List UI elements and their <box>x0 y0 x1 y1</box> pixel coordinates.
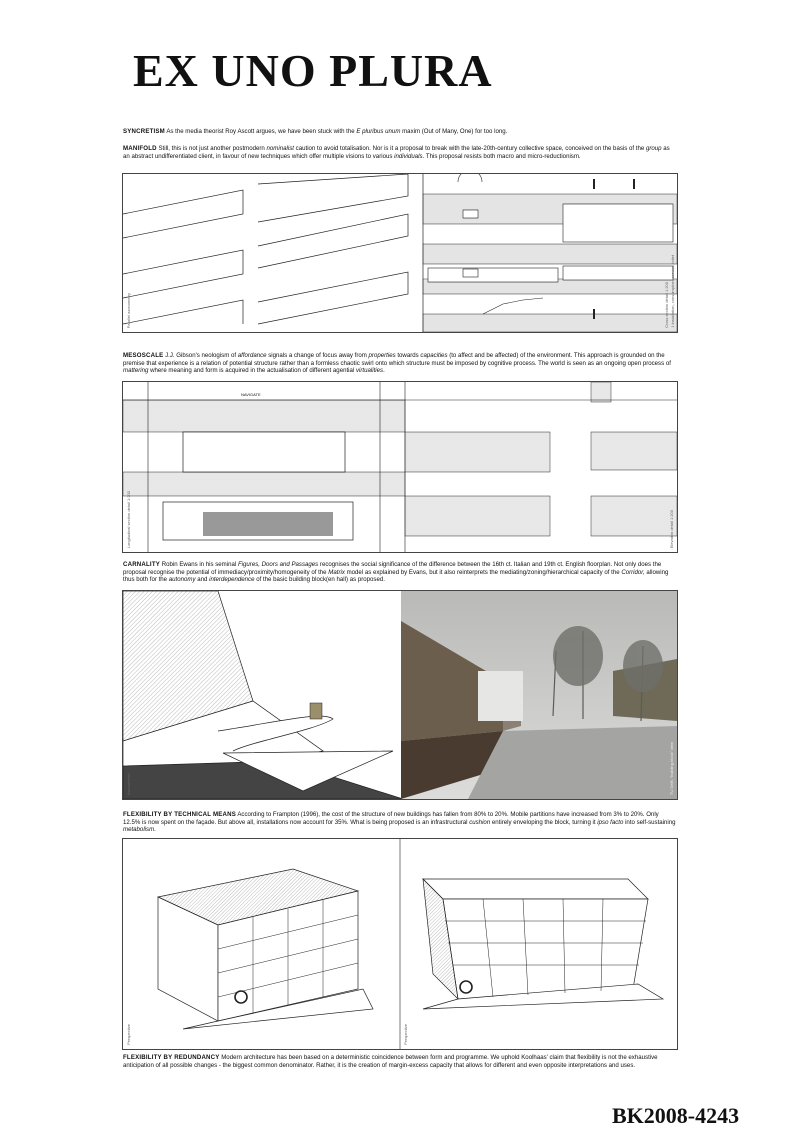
longitudinal-section-drawing <box>123 382 677 552</box>
emphasis: Corridor, <box>621 568 645 576</box>
manifold-paragraph <box>123 145 676 160</box>
axonometric-photo-drawing <box>123 591 677 799</box>
text: As the media theorist Roy Ascott argues, we have been stuck with the <box>166 128 355 135</box>
caption-elevation: Elevation detail 1:200 <box>669 509 674 548</box>
perspective-panel <box>122 838 678 1050</box>
carnality-heading: CARNALITY <box>123 561 161 568</box>
emphasis: Figures, Doors and Passages <box>237 561 319 568</box>
text: . <box>154 826 156 834</box>
text: signals a change of focus away from <box>268 352 367 359</box>
emphasis: cushion <box>469 818 491 826</box>
text: . <box>383 367 385 375</box>
emphasis: mattering <box>123 367 149 375</box>
syncretism-heading: SYNCRETISM <box>123 128 165 135</box>
caption-axonometry: Parallel axonometry <box>126 292 131 328</box>
axonometric-photo-panel <box>122 590 678 800</box>
carnality-paragraph <box>123 561 676 584</box>
technical-means-paragraph <box>123 811 676 834</box>
sheet-code: BK2008-4243 <box>612 1103 740 1128</box>
text: model as explained by Evans, but it also reinterprets the mediating/zoning/hierarchical capacity of the <box>346 568 620 576</box>
navigate-label: NAVIGATE <box>241 392 261 397</box>
emphasis: nominalist <box>266 145 294 152</box>
page-title: EX UNO PLURA <box>133 45 493 96</box>
text: According to Frampton (1996), the cost of the structure of new buildings has fallen from 80% to 20%. Mobile partitions have increased from 3% to 20%. Only 12.5% is now spent on the façade. But above all, installations now account for 35%. What is being proposed is an infrastructural <box>123 811 659 826</box>
text: towards <box>397 352 419 359</box>
text: as an abstract undifferentiated client, in favour of new techniques which offer multiple visions to various <box>123 145 670 160</box>
emphasis: metabolism <box>123 826 155 834</box>
text: (to affect and be affected) of the environment. This approach is grounded on the premise that experience is a relation of potential structure rather than a formless chaotic swirl onto which structure must be imposed by cognitive process. The world is seen as an ongoing open process of <box>123 352 671 367</box>
text: maxim (Out of Many, One) for too long. <box>402 128 508 135</box>
emphasis: interdependence <box>209 576 255 584</box>
text: where meaning and form is acquired in the actualisation of different agential <box>150 367 355 375</box>
caption-axonometric: Axonometric <box>126 772 131 795</box>
emphasis: E pluribus unum <box>356 128 401 135</box>
text: of the basic building block(en hall) as proposed. <box>256 576 385 584</box>
emphasis: ipso facto <box>597 818 624 826</box>
emphasis: capacities <box>420 352 448 359</box>
text: into self-sustaining <box>625 818 676 826</box>
perspective-drawing <box>123 839 677 1049</box>
text: allowing thus both for the <box>123 568 669 584</box>
caption-photo: TU Delft, "building block" view <box>669 741 674 795</box>
emphasis: virtualities <box>355 367 384 375</box>
emphasis: affordance <box>237 352 267 359</box>
text: Modern architecture has been based on a deterministic coincidence between form and programme. We uphold Koolhaas' claim that flexibility is not the exhaustive anticipation of all possible changes - the biggest common denominator. Rather, it is the creation of margin-excess capacity that allows for different and even opposite interpretations and uses. <box>123 1054 658 1069</box>
emphasis: properties <box>368 352 396 359</box>
longitudinal-section-panel <box>122 381 678 553</box>
emphasis: group <box>645 145 662 152</box>
redundancy-paragraph <box>123 1054 676 1069</box>
text: caution to avoid totalisation. Nor is it a proposal to break with the late-20th-century collective space, conceived on the basis of the <box>295 145 645 152</box>
emphasis: autonomy <box>168 576 196 584</box>
text: . This proposal resists both macro and micro-reductionism. <box>422 152 581 160</box>
text: Robin Ewans in his seminal <box>161 561 237 568</box>
technical-means-heading: FLEXIBILITY BY TECHNICAL MEANS <box>123 811 236 818</box>
caption-cross-section-legend: 1 installation, consumption, service, toilet <box>670 255 675 328</box>
manifold-heading: MANIFOLD <box>123 145 157 152</box>
text: entirely enveloping the block, turning it <box>491 818 596 826</box>
caption-longitudinal: Longitudinal section detail 1:200 <box>126 490 131 548</box>
axonometry-section-drawing <box>123 174 677 332</box>
text: Still, this is not just another postmodern <box>158 145 265 152</box>
redundancy-heading: FLEXIBILITY BY REDUNDANCY <box>123 1054 220 1061</box>
axonometry-section-panel <box>122 173 678 333</box>
mesoscale-heading: MESOSCALE <box>123 352 164 359</box>
emphasis: Matrix <box>328 568 345 576</box>
caption-perspective-left: Perspective <box>126 1024 131 1045</box>
text: J.J. Gibson's neologism of <box>165 352 237 359</box>
text: recognises the social significance of the difference between the 16th ct. Italian and 19th ct. English floorplan. Not only does the proposal recognise the potential of immediacy/proximity/homogeneity of the <box>123 561 662 576</box>
text: and <box>197 576 208 584</box>
mesoscale-paragraph <box>123 352 676 375</box>
syncretism-paragraph <box>123 128 676 136</box>
emphasis: individuals <box>394 152 423 160</box>
caption-perspective-right: Perspective <box>403 1024 408 1045</box>
caption-cross-section: Cross section detail 1:200 <box>664 281 669 328</box>
